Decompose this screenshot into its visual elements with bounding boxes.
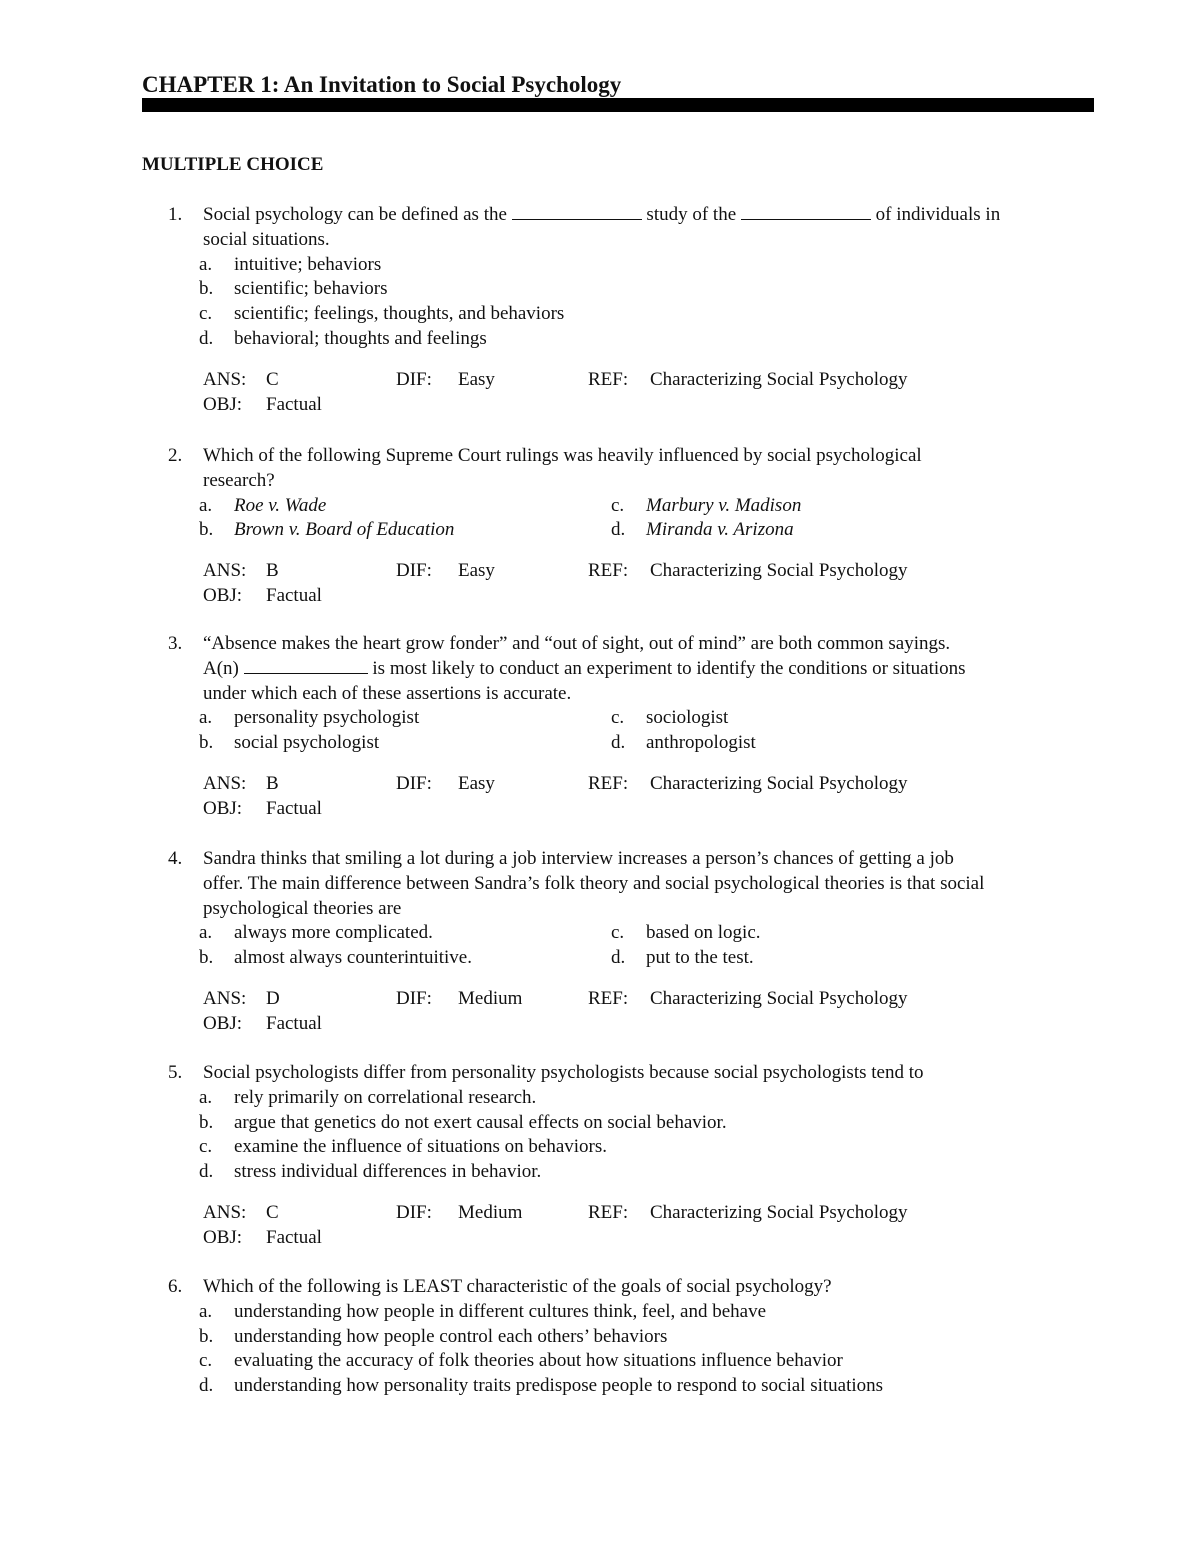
option-text: understanding how personality traits predispose people to respond to social situations [234, 1375, 884, 1397]
ans-label: ANS: [203, 988, 247, 1009]
ref-value: Characterizing Social Psychology [650, 560, 908, 582]
option-text: examine the influence of situations on behaviors. [234, 1136, 608, 1158]
option-text: evaluating the accuracy of folk theories about how situations influence behavior [234, 1350, 843, 1372]
option-text: rely primarily on correlational research. [234, 1086, 537, 1108]
question-stem-line: Which of the following is LEAST characteristic of the goals of social psychology? [203, 1276, 832, 1297]
option-text: stress individual differences in behavior. [234, 1161, 542, 1183]
stem-segment: study of the [641, 204, 741, 225]
ans-value: C [266, 368, 279, 390]
option-letter: b. [199, 1111, 214, 1133]
question-number: 1. [168, 204, 183, 225]
ref-label: REF: [588, 773, 629, 794]
option-letter: b. [199, 732, 214, 754]
option-letter: c. [611, 707, 625, 729]
question-stem-line: offer. The main difference between Sandra’s folk theory and social psychological theories is that social [203, 872, 985, 894]
option-text: almost always counterintuitive. [234, 947, 472, 969]
question-number: 6. [168, 1276, 183, 1297]
option-letter: c. [611, 494, 625, 516]
obj-label: OBJ: [203, 585, 243, 606]
dif-value: Easy [458, 773, 495, 794]
obj-value: Factual [266, 585, 322, 606]
question-stem-line [203, 658, 966, 680]
question-number: 4. [168, 848, 183, 869]
option-text: understanding how people in different cultures think, feel, and behave [234, 1300, 767, 1322]
dif-value: Medium [458, 988, 523, 1009]
question-stem-line: “Absence makes the heart grow fonder” and “out of sight, out of mind” are both common sayings. [203, 633, 951, 654]
question-stem-line [203, 204, 1000, 226]
obj-value: Factual [266, 797, 322, 819]
option-letter: a. [199, 253, 213, 275]
ans-label: ANS: [203, 1202, 247, 1223]
option-letter: d. [199, 328, 214, 349]
option-text: Roe v. Wade [234, 494, 327, 516]
section-heading: MULTIPLE CHOICE [142, 154, 324, 175]
ans-label: ANS: [203, 368, 247, 390]
option-letter: a. [199, 922, 213, 944]
option-letter: b. [199, 1325, 214, 1347]
ans-value: C [266, 1202, 279, 1223]
option-text: based on logic. [646, 922, 761, 944]
option-letter: b. [199, 947, 214, 969]
question-stem-line: psychological theories are [203, 897, 402, 919]
question-stem-line: social situations. [203, 228, 330, 250]
dif-label: DIF: [396, 1202, 432, 1223]
stem-segment: A(n) [203, 657, 244, 679]
obj-value: Factual [266, 1226, 322, 1248]
obj-value: Factual [266, 1012, 322, 1034]
option-text: anthropologist [646, 732, 756, 754]
ref-label: REF: [588, 988, 629, 1009]
option-letter: c. [199, 1136, 213, 1158]
answer-blank [512, 205, 642, 220]
ans-label: ANS: [203, 773, 247, 794]
ans-label: ANS: [203, 560, 247, 582]
dif-value: Easy [458, 560, 495, 582]
title-rule [142, 98, 1094, 112]
question-number: 5. [168, 1062, 183, 1083]
option-letter: c. [611, 922, 625, 944]
question-stem-line: Which of the following Supreme Court rulings was heavily influenced by social psychological [203, 445, 922, 466]
option-letter: a. [199, 707, 213, 729]
dif-label: DIF: [396, 988, 432, 1009]
obj-label: OBJ: [203, 1012, 243, 1034]
option-text: always more complicated. [234, 922, 433, 944]
obj-label: OBJ: [203, 1226, 243, 1248]
ref-value: Characterizing Social Psychology [650, 988, 908, 1009]
stem-segment: Social psychology can be defined as the [203, 204, 512, 225]
ref-value: Characterizing Social Psychology [650, 1202, 908, 1223]
answer-blank [244, 659, 368, 674]
answer-blank [741, 205, 871, 220]
option-text: Miranda v. Arizona [646, 519, 794, 541]
dif-value: Medium [458, 1202, 523, 1223]
stem-segment: of individuals in [870, 204, 1001, 225]
ans-value: D [266, 988, 280, 1009]
ans-value: B [266, 773, 279, 794]
dif-label: DIF: [396, 368, 432, 390]
dif-label: DIF: [396, 773, 432, 794]
ref-value: Characterizing Social Psychology [650, 368, 908, 390]
stem-segment: is most likely to conduct an experiment to identify the conditions or situations [367, 657, 966, 679]
question-stem-line: Sandra thinks that smiling a lot during a job interview increases a person’s chances of getting a job [203, 848, 954, 869]
dif-label: DIF: [396, 560, 432, 582]
option-letter: c. [199, 1350, 213, 1372]
option-text: scientific; behaviors [234, 278, 388, 300]
option-text: intuitive; behaviors [234, 253, 382, 275]
option-letter: d. [611, 519, 626, 541]
option-text: Brown v. Board of Education [234, 519, 455, 541]
chapter-title: CHAPTER 1: An Invitation to Social Psychology [142, 72, 622, 97]
option-letter: a. [199, 494, 213, 516]
obj-value: Factual [266, 393, 322, 415]
obj-label: OBJ: [203, 797, 243, 819]
option-letter: a. [199, 1086, 213, 1108]
option-letter: d. [611, 947, 626, 969]
question-stem-line: research? [203, 469, 275, 491]
option-text: social psychologist [234, 732, 380, 754]
question-number: 3. [168, 633, 183, 654]
question-stem-line: Social psychologists differ from personality psychologists because social psychologists tend to [203, 1062, 924, 1083]
option-text: put to the test. [646, 947, 754, 969]
dif-value: Easy [458, 368, 495, 390]
option-text: scientific; feelings, thoughts, and behaviors [234, 303, 565, 325]
option-letter: c. [199, 303, 213, 325]
option-text: Marbury v. Madison [646, 494, 802, 516]
question-number: 2. [168, 445, 183, 466]
option-text: sociologist [646, 707, 729, 729]
option-letter: b. [199, 519, 214, 541]
option-text: behavioral; thoughts and feelings [234, 328, 487, 349]
option-text: argue that genetics do not exert causal effects on social behavior. [234, 1111, 727, 1133]
option-letter: d. [199, 1161, 214, 1183]
obj-label: OBJ: [203, 393, 243, 415]
ans-value: B [266, 560, 279, 582]
ref-value: Characterizing Social Psychology [650, 773, 908, 794]
option-letter: a. [199, 1300, 213, 1322]
option-letter: b. [199, 278, 214, 300]
question-stem-line: under which each of these assertions is accurate. [203, 682, 572, 704]
option-letter: d. [199, 1375, 214, 1397]
option-letter: d. [611, 732, 626, 754]
ref-label: REF: [588, 560, 629, 582]
option-text: understanding how people control each others’ behaviors [234, 1325, 668, 1347]
option-text: personality psychologist [234, 707, 420, 729]
ref-label: REF: [588, 1202, 629, 1223]
ref-label: REF: [588, 368, 629, 390]
